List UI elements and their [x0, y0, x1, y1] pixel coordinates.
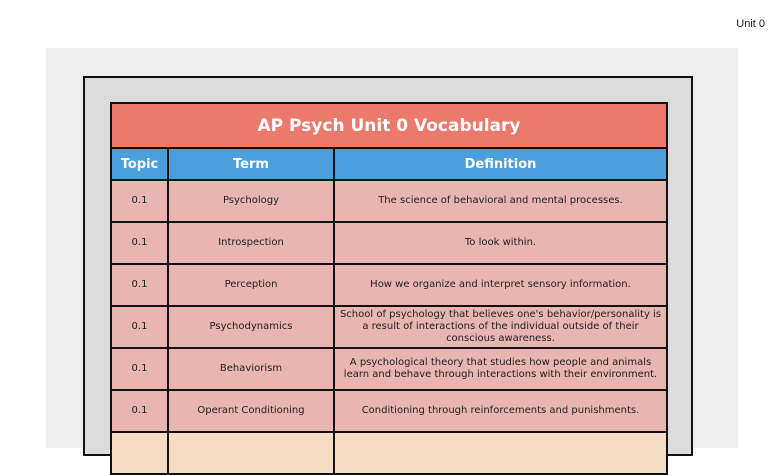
column-header-row [111, 148, 667, 180]
table-title-row [111, 103, 667, 148]
term-cell: Behaviorism [168, 348, 334, 390]
table-row [111, 306, 667, 348]
definition-cell: A psychological theory that studies how people and animals learn and behave through interactions with their environment. [334, 348, 667, 390]
topic-cell: 0.1 [111, 348, 168, 390]
term-cell: Psychology [168, 180, 334, 222]
table-row [111, 264, 667, 306]
column-header-definition: Definition [334, 148, 667, 180]
term-cell: Psychodynamics [168, 306, 334, 348]
definition-cell-partial [334, 432, 667, 474]
topic-cell: 0.1 [111, 180, 168, 222]
topic-cell: 0.1 [111, 264, 168, 306]
column-header-topic: Topic [111, 148, 168, 180]
table-row [111, 222, 667, 264]
table-title: AP Psych Unit 0 Vocabulary [111, 103, 667, 148]
column-header-term: Term [168, 148, 334, 180]
table-row [111, 180, 667, 222]
vocabulary-table [110, 102, 668, 475]
definition-cell: Conditioning through reinforcements and punishments. [334, 390, 667, 432]
term-cell-partial [168, 432, 334, 474]
table-row [111, 348, 667, 390]
unit-label: Unit 0 [736, 18, 765, 30]
definition-cell: The science of behavioral and mental processes. [334, 180, 667, 222]
term-cell: Operant Conditioning [168, 390, 334, 432]
definition-cell: School of psychology that believes one's behavior/personality is a result of interactions of the individual outside of their conscious awareness. [334, 306, 667, 348]
topic-cell: 0.1 [111, 390, 168, 432]
term-cell: Perception [168, 264, 334, 306]
topic-cell-partial [111, 432, 168, 474]
topic-cell: 0.1 [111, 306, 168, 348]
definition-cell: How we organize and interpret sensory information. [334, 264, 667, 306]
definition-cell: To look within. [334, 222, 667, 264]
table-row [111, 390, 667, 432]
topic-cell: 0.1 [111, 222, 168, 264]
term-cell: Introspection [168, 222, 334, 264]
table-row-partial [111, 432, 667, 474]
